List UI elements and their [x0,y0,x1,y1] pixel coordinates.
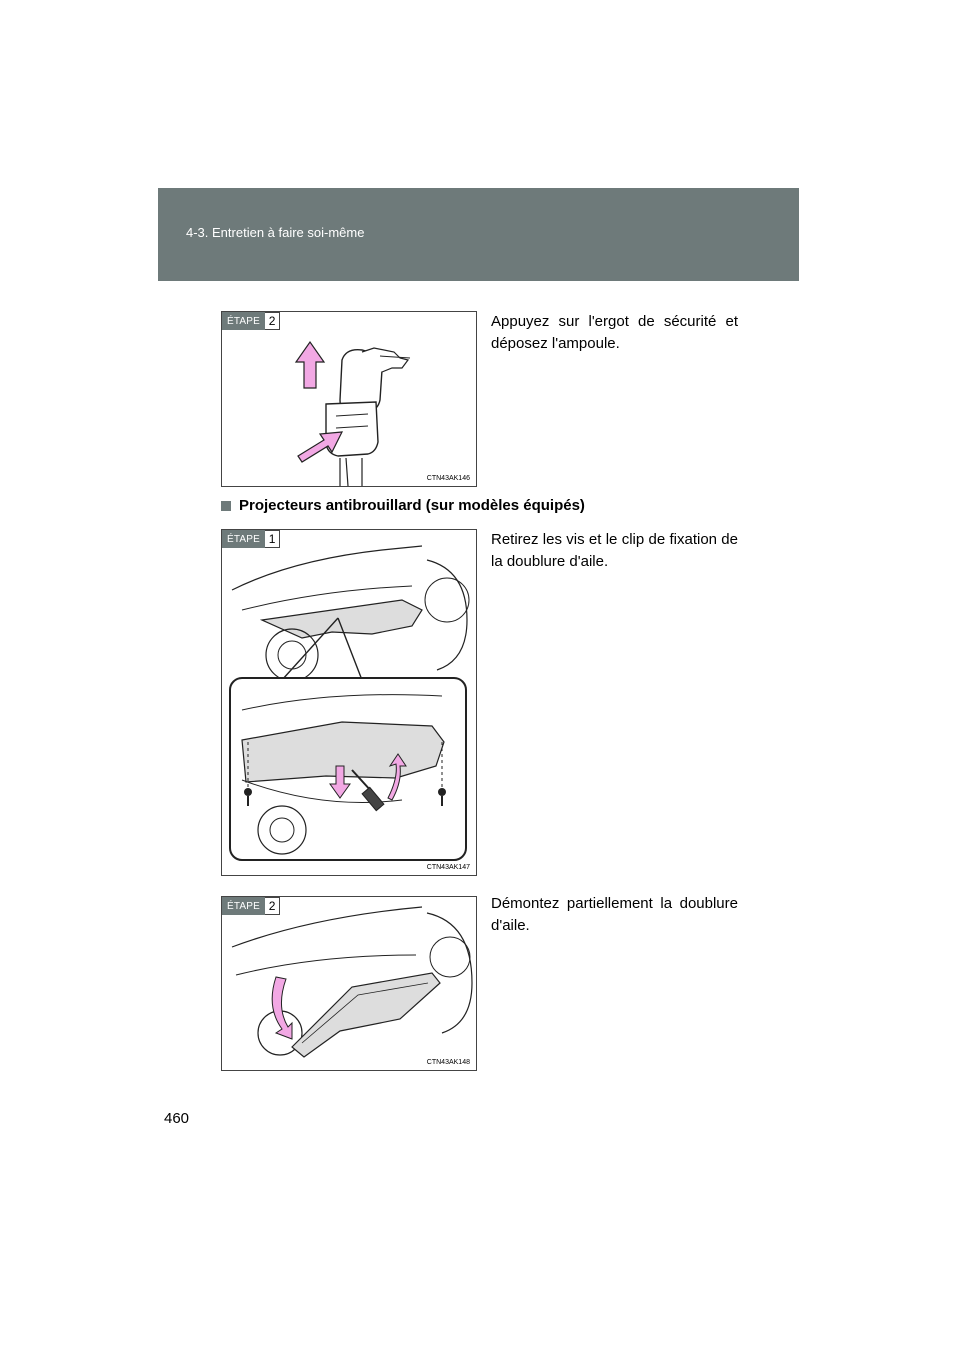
step-number: 2 [265,312,280,330]
header-band [158,188,799,281]
section-heading-text: Projecteurs antibrouillard (sur modèles équipés) [239,497,585,514]
fender-liner-removal-illustration [222,897,476,1070]
figure-code: CTN43AK147 [426,864,470,871]
instruction-step: Appuyez sur l'ergot de sécurité et déposez l'ampoule. [491,313,738,352]
step-word: ÉTAPE [222,530,265,548]
step-number: 2 [265,897,280,915]
figure-bulb-removal [221,311,477,487]
instruction-step: Retirez les vis et le clip de fixation de la doublure d'aile. [491,531,738,570]
step-word: ÉTAPE [222,897,265,915]
step-label [222,530,280,548]
figure-fender-liner-screws [221,529,477,876]
instruction-step: Démontez partiellement la doublure d'aile. [491,895,738,934]
figure-fender-liner-partial [221,896,477,1071]
section-heading [221,497,585,514]
figure-code: CTN43AK146 [426,475,470,482]
step-number: 1 [265,530,280,548]
fender-liner-illustration [222,530,476,875]
section-title: 4-3. Entretien à faire soi-même [186,225,365,240]
figure-code: CTN43AK148 [426,1059,470,1066]
square-bullet-icon [221,501,231,511]
step-word: ÉTAPE [222,312,265,330]
page-number: 460 [164,1110,190,1127]
step-label [222,897,280,915]
step-label [222,312,280,330]
bulb-illustration [222,312,476,486]
